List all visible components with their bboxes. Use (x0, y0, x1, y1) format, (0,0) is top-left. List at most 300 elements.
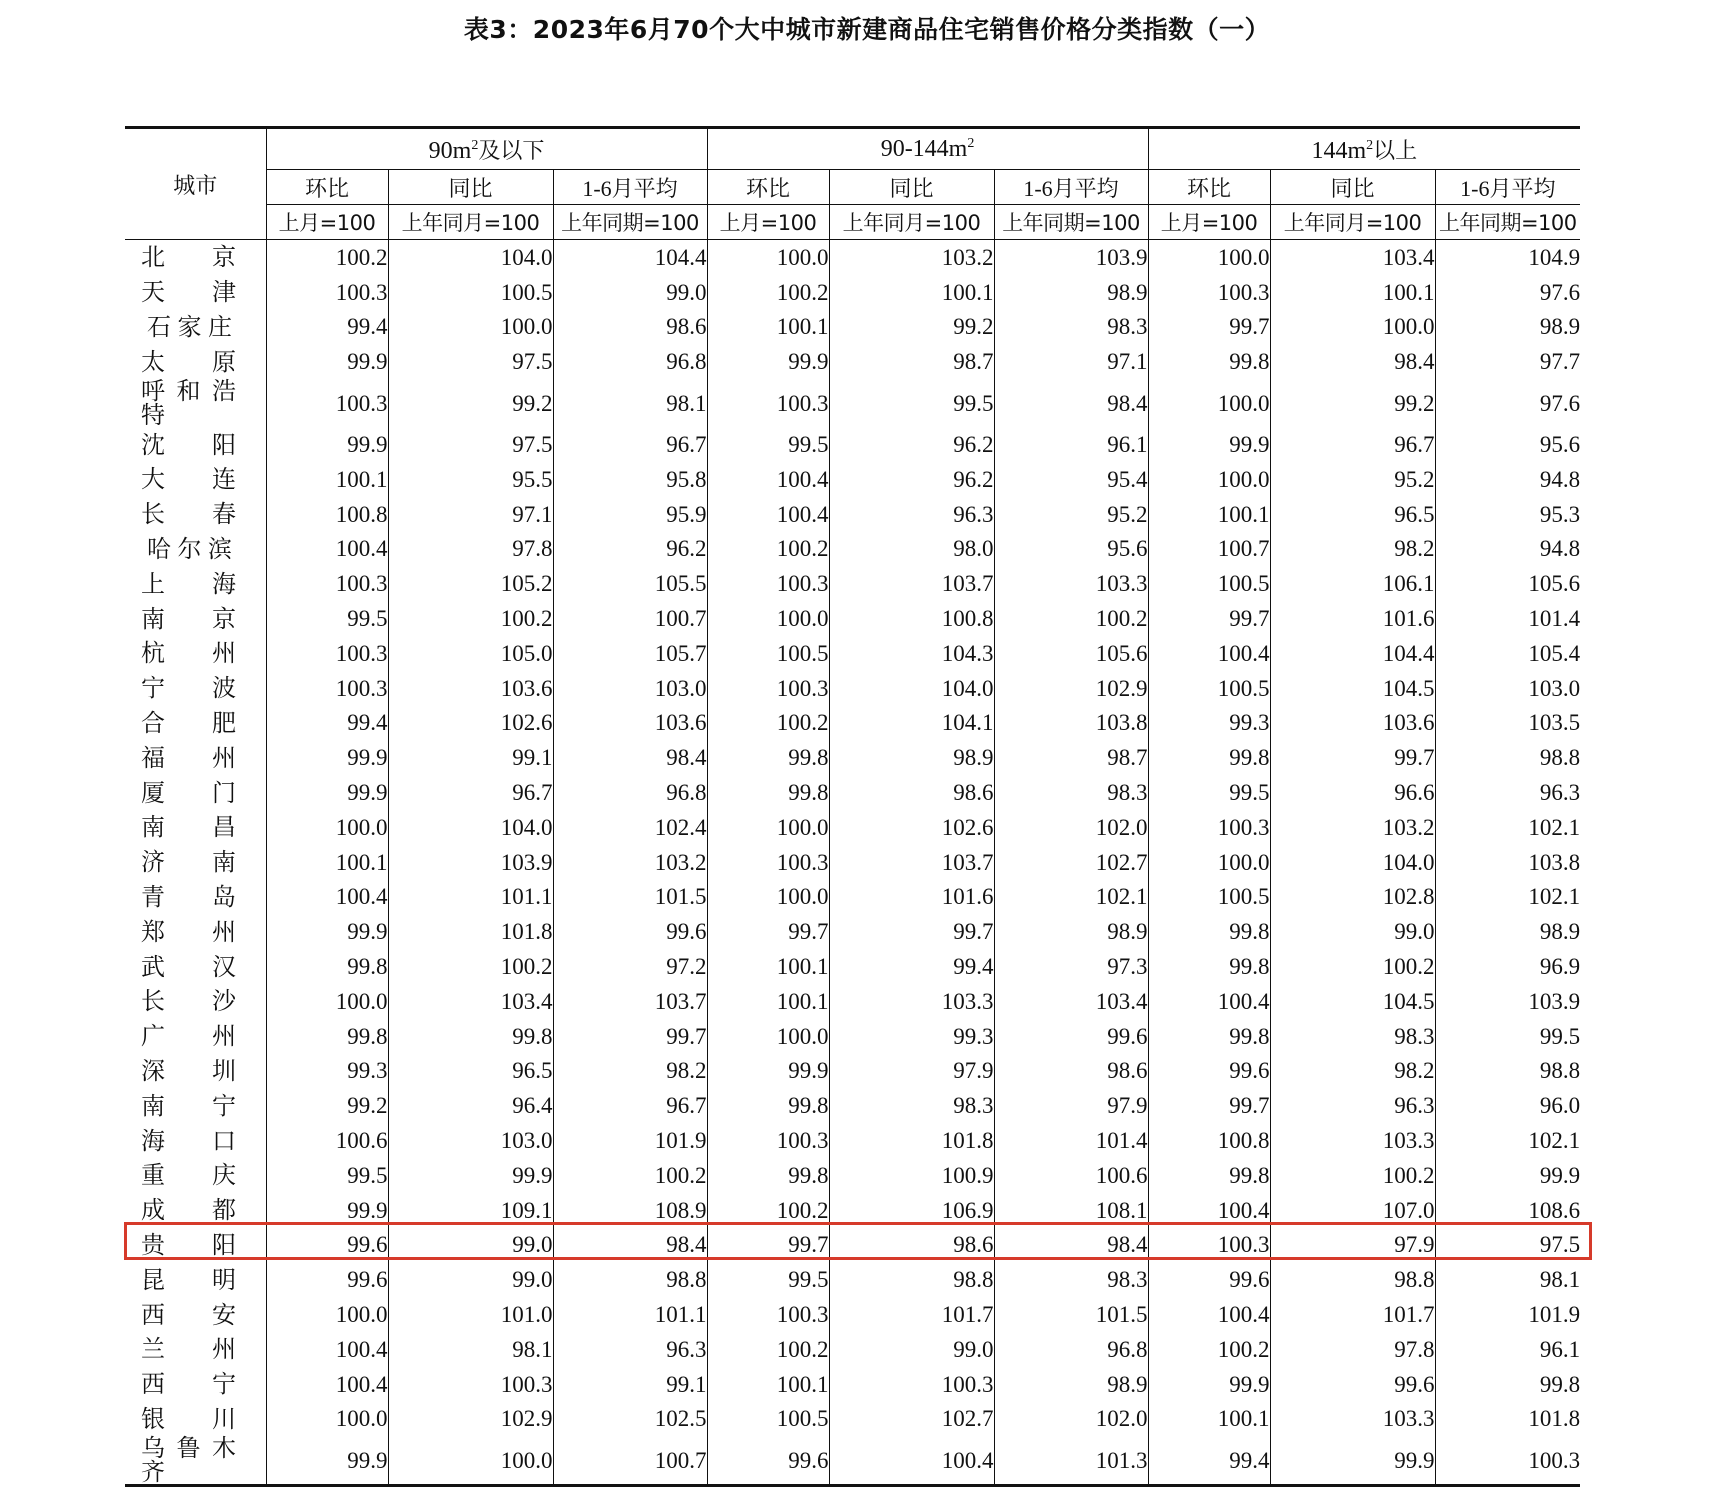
page-title: 表3：2023年6月70个大中城市新建商品住宅销售价格分类指数（一） (463, 15, 1271, 44)
city-name (125, 706, 266, 741)
value-cell: 100.5 (707, 636, 829, 671)
value-cell: 103.6 (553, 706, 707, 741)
table-row (125, 914, 1580, 949)
value-cell: 103.0 (553, 671, 707, 706)
value-cell: 96.3 (1270, 1088, 1435, 1123)
value-cell: 102.6 (829, 810, 994, 845)
value-cell: 101.8 (388, 914, 553, 949)
value-cell: 99.9 (388, 1158, 553, 1193)
value-cell: 108.6 (1435, 1193, 1580, 1228)
value-cell: 96.2 (829, 427, 994, 462)
table-row (125, 671, 1580, 706)
city-name (125, 1158, 266, 1193)
value-cell: 100.3 (707, 1123, 829, 1158)
value-cell: 99.9 (266, 740, 388, 775)
subheader-cell: 环比 (266, 170, 388, 205)
value-cell: 98.6 (829, 1228, 994, 1263)
city-name (125, 914, 266, 949)
price-index-table (125, 126, 1580, 1487)
value-cell: 100.4 (266, 532, 388, 567)
value-cell: 99.7 (1148, 1088, 1270, 1123)
value-cell: 98.9 (994, 1367, 1148, 1402)
group-header-large: $144m^2$以上 (1148, 128, 1580, 170)
value-cell: 104.0 (388, 810, 553, 845)
value-cell: 100.5 (1148, 566, 1270, 601)
city-label: 西安 (141, 1300, 237, 1329)
table-row (125, 984, 1580, 1019)
table-header (125, 128, 1580, 240)
table-row (125, 1436, 1580, 1486)
value-cell: 100.3 (707, 566, 829, 601)
value-cell: 99.9 (707, 1054, 829, 1089)
value-cell: 96.2 (553, 532, 707, 567)
value-cell: 100.4 (266, 880, 388, 915)
city-label: 合肥 (141, 708, 237, 737)
value-cell: 103.4 (1270, 240, 1435, 275)
value-cell: 100.0 (1270, 310, 1435, 345)
value-cell: 102.9 (994, 671, 1148, 706)
value-cell: 100.1 (266, 462, 388, 497)
value-cell: 100.1 (707, 310, 829, 345)
value-cell: 95.5 (388, 462, 553, 497)
value-cell: 97.5 (388, 427, 553, 462)
value-cell: 96.5 (388, 1054, 553, 1089)
table-row (125, 462, 1580, 497)
value-cell: 96.6 (1270, 775, 1435, 810)
value-cell: 99.5 (1148, 775, 1270, 810)
value-cell: 100.5 (388, 275, 553, 310)
value-cell: 98.1 (553, 379, 707, 427)
subheader-row (125, 170, 1580, 205)
value-cell: 98.8 (553, 1262, 707, 1297)
value-cell: 100.0 (1148, 462, 1270, 497)
value-cell: 104.4 (1270, 636, 1435, 671)
value-cell: 100.1 (1270, 275, 1435, 310)
value-cell: 104.5 (1270, 984, 1435, 1019)
table-row (125, 275, 1580, 310)
city-label: 昆明 (141, 1265, 237, 1294)
value-cell: 96.0 (1435, 1088, 1580, 1123)
value-cell: 102.0 (994, 810, 1148, 845)
city-label: 贵阳 (141, 1230, 237, 1259)
city-label: 成都 (141, 1196, 237, 1225)
value-cell: 99.1 (388, 740, 553, 775)
table-row (125, 1158, 1580, 1193)
value-cell: 100.2 (388, 601, 553, 636)
table-row (125, 1228, 1580, 1263)
value-cell: 101.8 (829, 1123, 994, 1158)
value-cell: 100.0 (1148, 240, 1270, 275)
value-cell: 100.4 (707, 497, 829, 532)
value-cell: 100.0 (266, 1402, 388, 1437)
value-cell: 98.7 (829, 344, 994, 379)
value-cell: 101.7 (829, 1297, 994, 1332)
value-cell: 103.0 (388, 1123, 553, 1158)
value-cell: 105.6 (1435, 566, 1580, 601)
value-cell: 105.5 (553, 566, 707, 601)
value-cell: 95.4 (994, 462, 1148, 497)
city-name (125, 845, 266, 880)
city-name (125, 310, 266, 345)
value-cell: 99.4 (829, 949, 994, 984)
value-cell: 95.2 (994, 497, 1148, 532)
city-name (125, 377, 266, 430)
value-cell: 101.4 (994, 1123, 1148, 1158)
value-cell: 99.3 (266, 1054, 388, 1089)
city-name (125, 1367, 266, 1402)
value-cell: 100.4 (266, 1332, 388, 1367)
table-row (125, 1054, 1580, 1089)
value-cell: 98.9 (994, 275, 1148, 310)
value-cell: 99.0 (388, 1262, 553, 1297)
table-row (125, 949, 1580, 984)
value-cell: 103.6 (1270, 706, 1435, 741)
value-cell: 97.5 (1435, 1228, 1580, 1263)
value-cell: 99.6 (1148, 1054, 1270, 1089)
value-cell: 103.8 (994, 706, 1148, 741)
unit-cell: 上年同期=100 (553, 205, 707, 240)
value-cell: 99.5 (266, 1158, 388, 1193)
value-cell: 99.9 (266, 775, 388, 810)
subheader-cell: 1-6月平均 (994, 170, 1148, 205)
city-column-header: 城市 (125, 128, 266, 240)
value-cell: 99.6 (994, 1019, 1148, 1054)
value-cell: 105.4 (1435, 636, 1580, 671)
value-cell: 99.4 (266, 706, 388, 741)
table-row (125, 379, 1580, 427)
value-cell: 99.7 (553, 1019, 707, 1054)
value-cell: 103.3 (1270, 1123, 1435, 1158)
city-name (125, 636, 266, 671)
value-cell: 100.1 (707, 949, 829, 984)
value-cell: 100.1 (707, 1367, 829, 1402)
value-cell: 103.3 (994, 566, 1148, 601)
table-row (125, 1297, 1580, 1332)
value-cell: 98.8 (1435, 1054, 1580, 1089)
value-cell: 96.7 (388, 775, 553, 810)
value-cell: 99.0 (829, 1332, 994, 1367)
table-row (125, 1088, 1580, 1123)
value-cell: 100.4 (829, 1436, 994, 1486)
value-cell: 99.5 (1435, 1019, 1580, 1054)
city-name (125, 275, 266, 310)
value-cell: 100.2 (707, 275, 829, 310)
city-label: 杭州 (141, 639, 237, 668)
city-label: 重庆 (141, 1161, 237, 1190)
group-header-medium: $90-144m^2$ (707, 128, 1148, 170)
value-cell: 99.8 (388, 1019, 553, 1054)
city-label: 石家庄 (147, 312, 233, 341)
table-row (125, 1367, 1580, 1402)
value-cell: 96.8 (994, 1332, 1148, 1367)
value-cell: 99.6 (707, 1436, 829, 1486)
city-label: 海口 (141, 1126, 237, 1155)
value-cell: 99.0 (1270, 914, 1435, 949)
table-row (125, 810, 1580, 845)
value-cell: 97.7 (1435, 344, 1580, 379)
value-cell: 109.1 (388, 1193, 553, 1228)
table-row (125, 601, 1580, 636)
city-name (125, 427, 266, 462)
value-cell: 100.3 (707, 379, 829, 427)
table-row (125, 1332, 1580, 1367)
value-cell: 100.8 (829, 601, 994, 636)
value-cell: 101.9 (553, 1123, 707, 1158)
city-label: 南宁 (141, 1091, 237, 1120)
value-cell: 103.9 (1435, 984, 1580, 1019)
city-label: 呼和浩特 (141, 377, 237, 430)
value-cell: 99.2 (266, 1088, 388, 1123)
value-cell: 100.4 (1148, 1193, 1270, 1228)
value-cell: 96.3 (553, 1332, 707, 1367)
city-label: 长沙 (141, 987, 237, 1016)
value-cell: 104.9 (1435, 240, 1580, 275)
value-cell: 100.2 (994, 601, 1148, 636)
value-cell: 102.1 (994, 880, 1148, 915)
value-cell: 98.4 (1270, 344, 1435, 379)
value-cell: 100.0 (266, 810, 388, 845)
value-cell: 100.1 (829, 275, 994, 310)
value-cell: 103.7 (829, 566, 994, 601)
unit-row (125, 205, 1580, 240)
value-cell: 99.7 (1270, 740, 1435, 775)
city-label: 兰州 (141, 1335, 237, 1364)
city-name (125, 984, 266, 1019)
value-cell: 99.8 (1148, 1158, 1270, 1193)
value-cell: 99.5 (829, 379, 994, 427)
value-cell: 97.3 (994, 949, 1148, 984)
city-name (125, 566, 266, 601)
unit-cell: 上月=100 (707, 205, 829, 240)
city-label: 长春 (141, 500, 237, 529)
value-cell: 103.2 (553, 845, 707, 880)
value-cell: 100.3 (707, 671, 829, 706)
value-cell: 101.3 (994, 1436, 1148, 1486)
city-label: 青岛 (141, 882, 237, 911)
value-cell: 100.3 (266, 671, 388, 706)
value-cell: 98.6 (829, 775, 994, 810)
value-cell: 102.4 (553, 810, 707, 845)
value-cell: 101.0 (388, 1297, 553, 1332)
value-cell: 100.0 (707, 880, 829, 915)
value-cell: 95.2 (1270, 462, 1435, 497)
city-label: 哈尔滨 (147, 534, 233, 563)
value-cell: 98.9 (829, 740, 994, 775)
value-cell: 103.4 (994, 984, 1148, 1019)
value-cell: 100.2 (1270, 949, 1435, 984)
value-cell: 99.5 (707, 427, 829, 462)
value-cell: 105.6 (994, 636, 1148, 671)
value-cell: 94.8 (1435, 532, 1580, 567)
value-cell: 99.8 (1435, 1367, 1580, 1402)
value-cell: 101.8 (1435, 1402, 1580, 1437)
value-cell: 100.3 (266, 379, 388, 427)
city-name (125, 1088, 266, 1123)
value-cell: 101.5 (994, 1297, 1148, 1332)
value-cell: 100.0 (266, 984, 388, 1019)
value-cell: 100.0 (388, 1436, 553, 1486)
subheader-cell: 环比 (1148, 170, 1270, 205)
value-cell: 101.6 (829, 880, 994, 915)
table-row (125, 845, 1580, 880)
value-cell: 100.0 (707, 240, 829, 275)
city-name (125, 1193, 266, 1228)
value-cell: 103.9 (994, 240, 1148, 275)
value-cell: 104.0 (388, 240, 553, 275)
value-cell: 97.5 (388, 344, 553, 379)
value-cell: 100.6 (994, 1158, 1148, 1193)
city-name (125, 880, 266, 915)
value-cell: 99.8 (266, 1019, 388, 1054)
value-cell: 100.7 (1148, 532, 1270, 567)
table-row (125, 344, 1580, 379)
value-cell: 99.2 (829, 310, 994, 345)
group-header-small: $90m^2$及以下 (266, 128, 707, 170)
value-cell: 99.8 (1148, 914, 1270, 949)
table-row (125, 636, 1580, 671)
value-cell: 102.7 (829, 1402, 994, 1437)
value-cell: 99.1 (553, 1367, 707, 1402)
value-cell: 96.8 (553, 775, 707, 810)
value-cell: 99.5 (707, 1262, 829, 1297)
city-name (125, 1402, 266, 1437)
value-cell: 98.6 (553, 310, 707, 345)
value-cell: 98.2 (1270, 1054, 1435, 1089)
value-cell: 103.2 (829, 240, 994, 275)
value-cell: 103.7 (829, 845, 994, 880)
value-cell: 100.1 (1148, 1402, 1270, 1437)
value-cell: 103.9 (388, 845, 553, 880)
city-label: 太原 (141, 347, 237, 376)
value-cell: 99.9 (1148, 1367, 1270, 1402)
value-cell: 99.8 (1148, 344, 1270, 379)
value-cell: 99.6 (1148, 1262, 1270, 1297)
city-name (125, 344, 266, 379)
city-name (125, 601, 266, 636)
value-cell: 103.6 (388, 671, 553, 706)
city-label: 天津 (141, 278, 237, 307)
unit-cell: 上年同期=100 (1435, 205, 1580, 240)
value-cell: 97.6 (1435, 275, 1580, 310)
city-label: 深圳 (141, 1056, 237, 1085)
unit-cell: 上年同期=100 (994, 205, 1148, 240)
value-cell: 100.7 (553, 1436, 707, 1486)
value-cell: 105.0 (388, 636, 553, 671)
value-cell: 100.3 (1148, 810, 1270, 845)
value-cell: 99.0 (553, 275, 707, 310)
value-cell: 101.9 (1435, 1297, 1580, 1332)
value-cell: 98.8 (1270, 1262, 1435, 1297)
value-cell: 100.5 (707, 1402, 829, 1437)
value-cell: 100.4 (266, 1367, 388, 1402)
value-cell: 101.7 (1270, 1297, 1435, 1332)
value-cell: 96.5 (1270, 497, 1435, 532)
city-label: 乌鲁木齐 (141, 1434, 237, 1487)
value-cell: 97.2 (553, 949, 707, 984)
value-cell: 104.5 (1270, 671, 1435, 706)
value-cell: 98.0 (829, 532, 994, 567)
city-label: 郑州 (141, 917, 237, 946)
value-cell: 94.8 (1435, 462, 1580, 497)
value-cell: 104.3 (829, 636, 994, 671)
city-label: 南昌 (141, 813, 237, 842)
value-cell: 104.4 (553, 240, 707, 275)
value-cell: 99.9 (707, 344, 829, 379)
value-cell: 98.3 (994, 775, 1148, 810)
value-cell: 100.3 (266, 566, 388, 601)
value-cell: 102.7 (994, 845, 1148, 880)
value-cell: 99.8 (707, 740, 829, 775)
city-name (125, 740, 266, 775)
value-cell: 102.1 (1435, 1123, 1580, 1158)
value-cell: 100.0 (707, 1019, 829, 1054)
value-cell: 100.0 (388, 310, 553, 345)
subheader-cell: 同比 (388, 170, 553, 205)
value-cell: 99.6 (266, 1228, 388, 1263)
city-label: 济南 (141, 848, 237, 877)
value-cell: 101.4 (1435, 601, 1580, 636)
value-cell: 95.6 (994, 532, 1148, 567)
value-cell: 103.0 (1435, 671, 1580, 706)
value-cell: 99.3 (1148, 706, 1270, 741)
city-name (125, 810, 266, 845)
value-cell: 100.0 (707, 810, 829, 845)
subheader-cell: 同比 (1270, 170, 1435, 205)
value-cell: 96.1 (994, 427, 1148, 462)
value-cell: 100.1 (266, 845, 388, 880)
value-cell: 105.2 (388, 566, 553, 601)
value-cell: 98.2 (553, 1054, 707, 1089)
value-cell: 99.8 (1148, 1019, 1270, 1054)
city-label: 宁波 (141, 674, 237, 703)
value-cell: 100.6 (266, 1123, 388, 1158)
city-label: 沈阳 (141, 430, 237, 459)
table-row (125, 497, 1580, 532)
value-cell: 96.2 (829, 462, 994, 497)
unit-cell: 上年同月=100 (388, 205, 553, 240)
value-cell: 101.5 (553, 880, 707, 915)
value-cell: 97.9 (994, 1088, 1148, 1123)
value-cell: 103.3 (1270, 1402, 1435, 1437)
value-cell: 100.2 (707, 706, 829, 741)
city-name (125, 1262, 266, 1297)
unit-cell: 上月=100 (266, 205, 388, 240)
city-label: 厦门 (141, 778, 237, 807)
value-cell: 97.8 (388, 532, 553, 567)
value-cell: 96.7 (553, 1088, 707, 1123)
value-cell: 100.4 (1148, 984, 1270, 1019)
table-row (125, 1123, 1580, 1158)
value-cell: 102.8 (1270, 880, 1435, 915)
value-cell: 102.5 (553, 1402, 707, 1437)
value-cell: 99.6 (553, 914, 707, 949)
subheader-cell: 环比 (707, 170, 829, 205)
value-cell: 99.4 (266, 310, 388, 345)
value-cell: 96.3 (1435, 775, 1580, 810)
value-cell: 100.4 (1148, 1297, 1270, 1332)
value-cell: 99.2 (1270, 379, 1435, 427)
value-cell: 103.7 (553, 984, 707, 1019)
value-cell: 101.1 (388, 880, 553, 915)
value-cell: 100.2 (707, 532, 829, 567)
value-cell: 99.9 (266, 1436, 388, 1486)
value-cell: 100.2 (553, 1158, 707, 1193)
table-row (125, 532, 1580, 567)
value-cell: 99.8 (1148, 740, 1270, 775)
table-row (125, 706, 1580, 741)
value-cell: 100.3 (1435, 1436, 1580, 1486)
value-cell: 99.9 (1148, 427, 1270, 462)
